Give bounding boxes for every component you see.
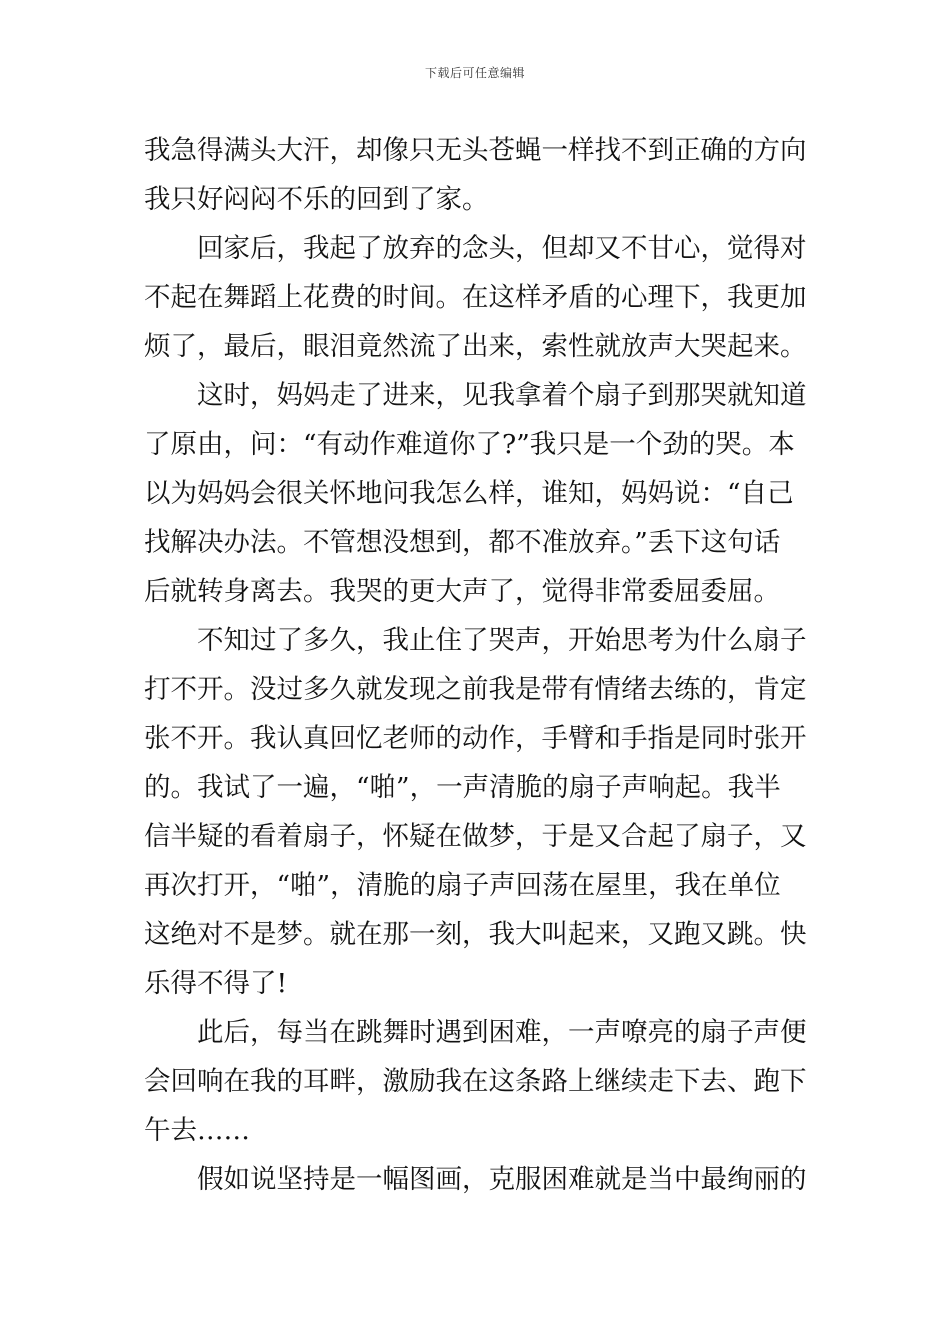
header-note: 下载后可任意编辑 [424, 66, 525, 80]
paragraph-start-line: 回家后，我起了放弃的念头，但却又不甘心，觉得对 [197, 233, 807, 264]
text-line: 后就转身离去。我哭的更大声了，觉得非常委屈委屈。 [144, 576, 780, 607]
text-line: 这绝对不是梦。就在那一刻，我大叫起来，又跑又跳。快 [144, 919, 807, 950]
paragraph-start-line: 不知过了多久，我止住了哭声，开始思考为什么扇子 [197, 625, 807, 656]
essay-body [144, 126, 810, 1204]
text-line: 我急得满头大汗，却像只无头苍蝇一样找不到正确的方向 [144, 135, 807, 166]
text-line: 会回响在我的耳畔，激励我在这条路上继续走下去、跑下 [144, 1066, 807, 1097]
text-line: 的。我试了一遍，“啪”，一声清脆的扇子声响起。我半 [144, 772, 781, 803]
paragraph-start-line: 此后，每当在跳舞时遇到困难，一声嘹亮的扇子声便 [197, 1017, 807, 1048]
text-line: 信半疑的看着扇子，怀疑在做梦，于是又合起了扇子，又 [144, 821, 807, 852]
text-line: 了原由，问：“有动作难道你了?”我只是一个劲的哭。本 [144, 429, 795, 460]
text-line: 不起在舞蹈上花费的时间。在这样矛盾的心理下，我更加 [144, 282, 807, 313]
text-line: 午去…… [144, 1115, 250, 1146]
paragraph-start-line: 假如说坚持是一幅图画，克服困难就是当中最绚丽的 [197, 1164, 807, 1195]
paragraph-start-line: 这时，妈妈走了进来，见我拿着个扇子到那哭就知道 [197, 380, 807, 411]
text-line: 找解决办法。不管想没想到，都不准放弃。”丢下这句话 [144, 527, 781, 558]
text-line: 打不开。没过多久就发现之前我是带有情绪去练的，肯定 [144, 674, 807, 705]
text-line: 我只好闷闷不乐的回到了家。 [144, 184, 489, 215]
text-line: 再次打开，“啪”，清脆的扇子声回荡在屋里，我在单位 [144, 870, 781, 901]
text-line: 乐得不得了! [144, 968, 288, 999]
text-line: 以为妈妈会很关怀地问我怎么样，谁知，妈妈说：“自己 [144, 478, 794, 509]
text-line: 张不开。我认真回忆老师的动作，手臂和手指是同时张开 [144, 723, 807, 754]
text-line: 烦了，最后，眼泪竟然流了出来，索性就放声大哭起来。 [144, 331, 807, 362]
